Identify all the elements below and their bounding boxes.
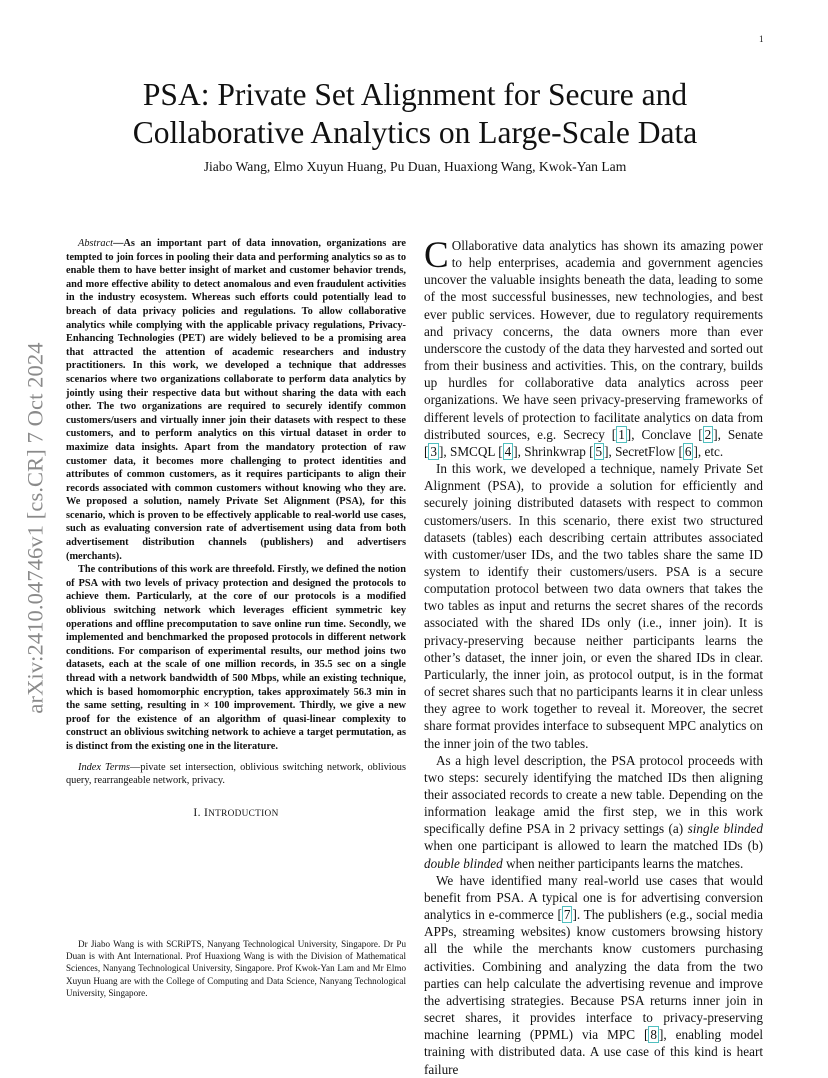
arxiv-identifier: arXiv:2410.04746v1 [cs.CR] 7 Oct 2024 [23, 342, 49, 714]
double-blinded-term: double blinded [424, 855, 503, 871]
left-column [66, 237, 406, 819]
section-numeral: I. [193, 805, 204, 819]
intro-text: We have identified many real-world use cases that would benefit from PSA. A typical one is for advertising conversion analytics in e-commerce [424, 872, 763, 923]
intro-text: , Shrinkwrap [517, 443, 590, 459]
citation-link[interactable]: 7 [563, 907, 571, 923]
section-initial: I [203, 805, 209, 819]
abstract-label: Abstract [78, 238, 114, 249]
citation-link[interactable]: 5 [595, 443, 603, 459]
intro-paragraph-1: C Ollaborative data analytics has shown its amazing power to help enterprises, academia and government agencies uncover the valuable insights beneath the data, leading to some of the most successful businesses, new technologies, and best ever public services. However, due to regulatory requirements and privacy concerns, the data owners more than ever underscore the custody of the data they harvested and sorted out from their business and activities. This, on the contrary, builds up hurdles for collaborative data analytics across peer organizations. We have seen privacy-preserving frameworks of different levels of protection to facilitate analytics on data from distributed sources, e.g. Secrecy [ 1 ], Conclave [ 2 ], Senate [ 3 ], SMCQL [ 4 ], Shrinkwrap [ 5 ], SecretFlow [ 6 ], etc. [424, 235, 763, 459]
abstract-paragraph-1 [66, 237, 406, 563]
affiliation-footnote: Dr Jiabo Wang is with SCRiPTS, Nanyang Technological University, Singapore. Dr Pu Duan is with Ant International. Prof Huaxiong Wang is with the Division of Mathematical Sciences, Nanyang Technological University, Singapore. Prof Kwok-Yan Lam and Mr Elmo Xuyun Huang are with the College of Computing and Data Science, Nanyang Technological University, Singapore. [66, 939, 406, 998]
title-line-1: PSA: Private Set Alignment for Secure and [142, 77, 688, 112]
intro-text: , SecretFlow [608, 443, 679, 459]
intro-paragraph-3 [424, 752, 763, 872]
intro-paragraph-4: We have identified many real-world use cases that would benefit from PSA. A typical one is for advertising conversion analytics in e-commerce [ 7 ]. The publishers (e.g., social media APPs, streaming websites) know customers browsing history all the while the merchants know customers purchasing activities. Combining and analyzing the data from the two parties can help calculate the advertising revenue and improve the advertising strategies. Because PSA returns inner join in secret shares, it provides interface to privacy-preserving machine learning (PPML) via MPC [ 8 ], enabling model training with distributed data. A use case of this kind is heart failure [424, 872, 763, 1077]
intro-text: . The publishers (e.g., social media APPs, streaming websites) know customers browsing history all the while the merchants know customers purchasing activities. Combining and analyzing the data from the two parties can help calculate the advertising revenue and improve the advertising strategies. Because PSA returns inner join in secret shares, it provides interface to privacy-preserving machine learning (PPML) via MPC [424, 907, 763, 1043]
intro-text: , etc. [697, 443, 724, 459]
arxiv-sidebar [20, 298, 52, 758]
citation-link[interactable]: 3 [430, 443, 437, 459]
intro-paragraph-2: In this work, we developed a technique, namely Private Set Alignment (PSA), to provide a solution for efficiently and securely joining distributed datasets with respect to common customers/users. In this scenario, there exist two structured datasets (tables) each describing certain attributes associated with customer/user IDs, and the two tables share the same ID system to identify their customers/users. PSA is a secure computation protocol between two data owners that takes the two tables as input and returns the secret shares of the records associated with the shared IDs only (i.e., inner join). It is privacy-preserving because neither participants learns the other’s dataset, the inner join, or even the shared IDs in clear. Particularly, the inner join, as protocol output, is in the format of secret shares such that no participants learns it in clear unless they agree to work together to reveal it. Moreover, the secret share format provides interface to subsequent MPC analytics on the inner join of the two tables. [424, 461, 763, 751]
citation-link[interactable]: 8 [650, 1027, 657, 1043]
citation-link[interactable]: 6 [684, 443, 692, 459]
author-list: Jiabo Wang, Elmo Xuyun Huang, Pu Duan, Huaxiong Wang, Kwok-Yan Lam [203, 159, 627, 174]
paper-title [70, 76, 760, 152]
section-heading-introduction [66, 806, 406, 819]
citation-link[interactable]: 2 [704, 426, 712, 442]
abstract-text-1: —As an important part of data innovation, organizations are tempted to join forces in pooling their data and performing analytics so as to enable them to have better insight of market and customer behavior trends, and more effective ability to detect anomalous and even fraudulent activities in the industry ecosystem. Whereas such efforts could potentially lead to breach of data privacy policies and regulations. To allow collaborative analytics while complying with the applicable privacy regulations, Privacy-Enhancing Technologies (PET) are widely believed to be a promising area that attracted the attention of academic researchers and industry practitioners. In this work, we developed a technique that addresses scenarios where two organizations collaborate to perform data analytics by jointly using their respective data but without sharing the data with each other. The two organizations are required to securely identify common customers/users and virtually inner join their datasets with respect to these customers, and to perform analytics on this virtual dataset in order to maximize data insights. Apart from the mandatory protection of raw customer data, it becomes more challenging to protect identities and attributes of common customers, as it requires participants to align their records associated with common customers without knowing who they are. We proposed a solution, namely Private Set Alignment (PSA), for this scenario, which is proven to be effectively applicable to real-world use cases, such as evaluating conversion rate of advertisement using data from both advertisement distribution channels (publishers) and advertisers (merchants). [66, 238, 406, 562]
index-terms [66, 761, 406, 788]
title-line-2: Collaborative Analytics on Large-Scale Data [132, 115, 698, 150]
intro-text: when neither participants learns the matches. [502, 855, 744, 871]
citation-link[interactable]: 4 [504, 443, 512, 459]
single-blinded-term: single blinded [687, 821, 763, 837]
intro-text: , Senate [717, 426, 763, 442]
intro-text: when one participant is allowed to learn the matched IDs (b) [424, 838, 763, 854]
page-number: 1 [759, 34, 764, 44]
index-terms-label: Index Terms [78, 761, 130, 773]
abstract-paragraph-2: The contributions of this work are threefold. Firstly, we defined the notion of PSA with two levels of privacy protection and designed the protocols to achieve them. Particularly, at the core of our protocols is a modified oblivious switching network which leverages efficient symmetric key operations and offline precomputation to save online run time. Secondly, we implemented and benchmarked the proposed protocols in different network conditions. For comparison of experimental results, our method joins two datasets, each at the scale of one million records, in 35.5 sec on a single thread with a network bandwidth of 500 Mbps, while an existing technique, which is based homomorphic encryption, takes approximately 56.3 min in the same setting, resulting in × 100 improvement. Thirdly, we give a new proof for the existence of an algorithm of quasi-linear complexity to construct an oblivious switching network to achieve a target permutation, as is distinct from the existing one in the literature. [66, 564, 406, 752]
intro-text: As a high level description, the PSA protocol proceeds with two steps: securely identifying the matched IDs then aligning their associated records to create a new table. Depending on the information leakage amid the first step, we in this work specifically define PSA in 2 privacy settings (a) [424, 752, 763, 837]
index-terms-text: —pivate set intersection, oblivious switching network, oblivious query, rearrangeable network, privacy. [66, 761, 406, 787]
intro-text: , Conclave [631, 426, 699, 442]
right-column [424, 237, 763, 1078]
drop-cap: C [424, 235, 449, 276]
section-rest: NTRODUCTION [208, 808, 279, 819]
citation-link[interactable]: 1 [618, 426, 625, 442]
intro-text: , enabling model training with distributed data. A use case of this kind is heart failure [424, 1027, 763, 1077]
intro-text: Ollaborative data analytics has shown its amazing power to help enterprises, academia and government agencies uncover the valuable insights beneath the data, leading to some of the most successful businesses, new technologies, and best ever public services. However, due to regulatory requirements and privacy concerns, the data owners more than ever underscore the custody of the data they harvested and sorted out from their business and activities. This, on the contrary, builds up hurdles for collaborative data analytics across peer organizations. We have seen privacy-preserving frameworks of different levels of protection to facilitate analytics on data from distributed sources, e.g. Secrecy [424, 238, 763, 442]
intro-text: , SMCQL [443, 443, 499, 459]
